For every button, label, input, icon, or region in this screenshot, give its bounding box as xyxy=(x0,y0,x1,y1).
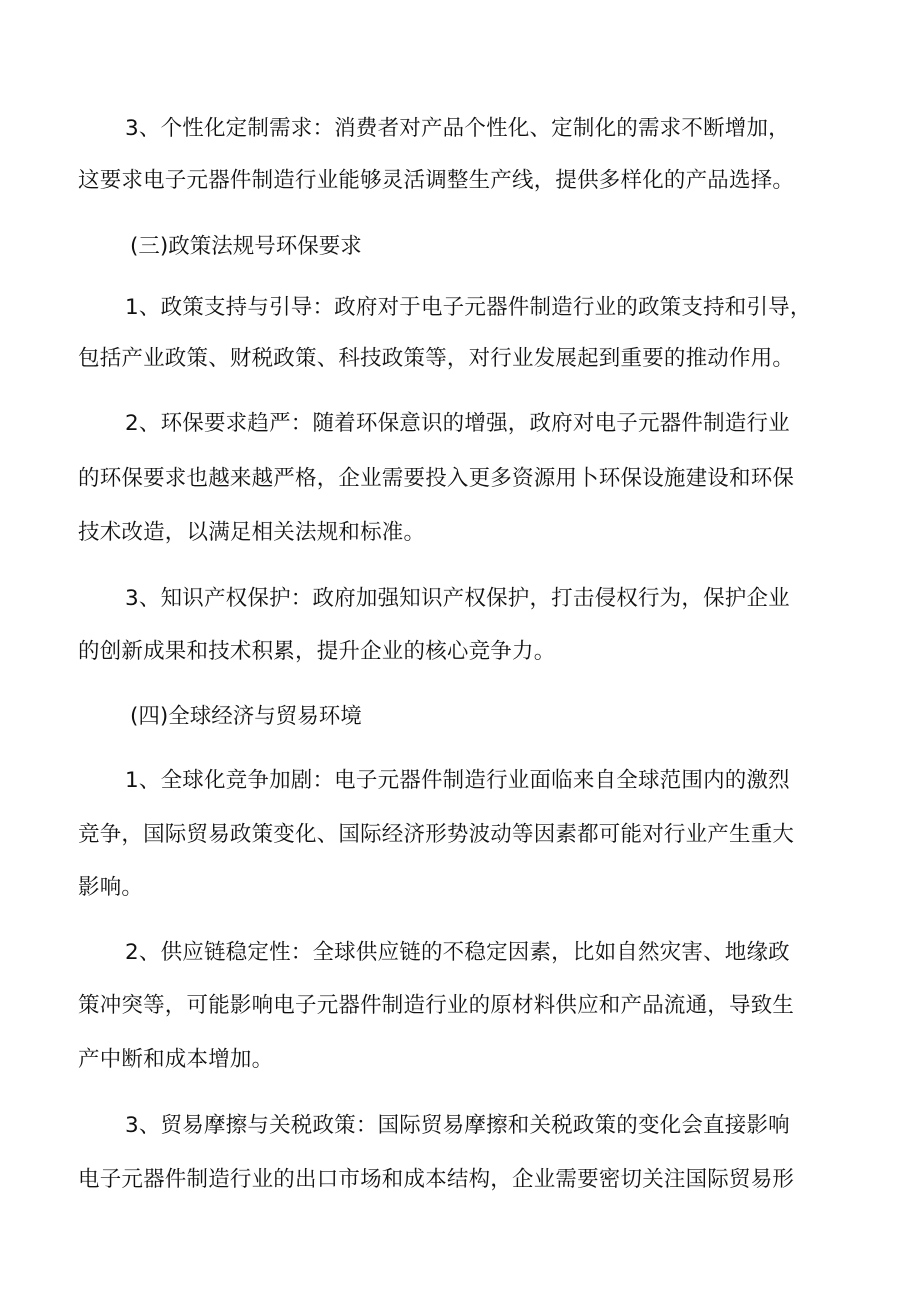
section-heading: (四)全球经济与贸易环境 xyxy=(130,704,362,729)
paragraph-line: 3、个性化定制需求：消费者对产品个性化、定制化的需求不断增加， xyxy=(125,116,790,141)
paragraph-line: 这要求电子元器件制造行业能够灵活调整生产线，提供多样化的产品选择。 xyxy=(78,168,795,193)
paragraph-line: 竞争，国际贸易政策变化、国际经济形势波动等因素都可能对行业产生重大 xyxy=(78,822,795,847)
paragraph-line: 3、贸易摩擦与关税政策：国际贸易摩擦和关税政策的变化会直接影响 xyxy=(125,1113,790,1138)
paragraph-line: 包括产业政策、财税政策、科技政策等，对行业发展起到重要的推动作用。 xyxy=(78,346,795,371)
paragraph-line: 3、知识产权保护：政府加强知识产权保护，打击侵权行为，保护企业 xyxy=(125,586,790,611)
paragraph-line: 影响。 xyxy=(78,875,144,900)
paragraph-line: 技术改造，以满足相关法规和标准。 xyxy=(78,520,426,545)
paragraph-line: 电子元器件制造行业的出口市场和成本结构，企业需要密切关注国际贸易形 xyxy=(78,1167,795,1192)
paragraph-line: 1、政策支持与引导：政府对于电子元器件制造行业的政策支持和引导， xyxy=(125,295,812,320)
paragraph-line: 1、全球化竞争加剧：电子元器件制造行业面临来自全球范围内的激烈 xyxy=(125,768,790,793)
paragraph-line: 策冲突等，可能影响电子元器件制造行业的原材料供应和产品流通，导致生 xyxy=(78,993,795,1018)
paragraph-line: 产中断和成本增加。 xyxy=(78,1047,274,1072)
section-heading: (三)政策法规号环保要求 xyxy=(130,234,362,259)
paragraph-line: 2、供应链稳定性：全球供应链的不稳定因素，比如自然灾害、地缘政 xyxy=(125,940,790,965)
paragraph-line: 的创新成果和技术积累，提升企业的核心竞争力。 xyxy=(78,639,556,664)
paragraph-line: 的环保要求也越来越严格，企业需要投入更多资源用卜环保设施建设和环保 xyxy=(78,466,795,491)
paragraph-line: 2、环保要求趋严：随着环保意识的增强，政府对电子元器件制造行业 xyxy=(125,411,790,436)
